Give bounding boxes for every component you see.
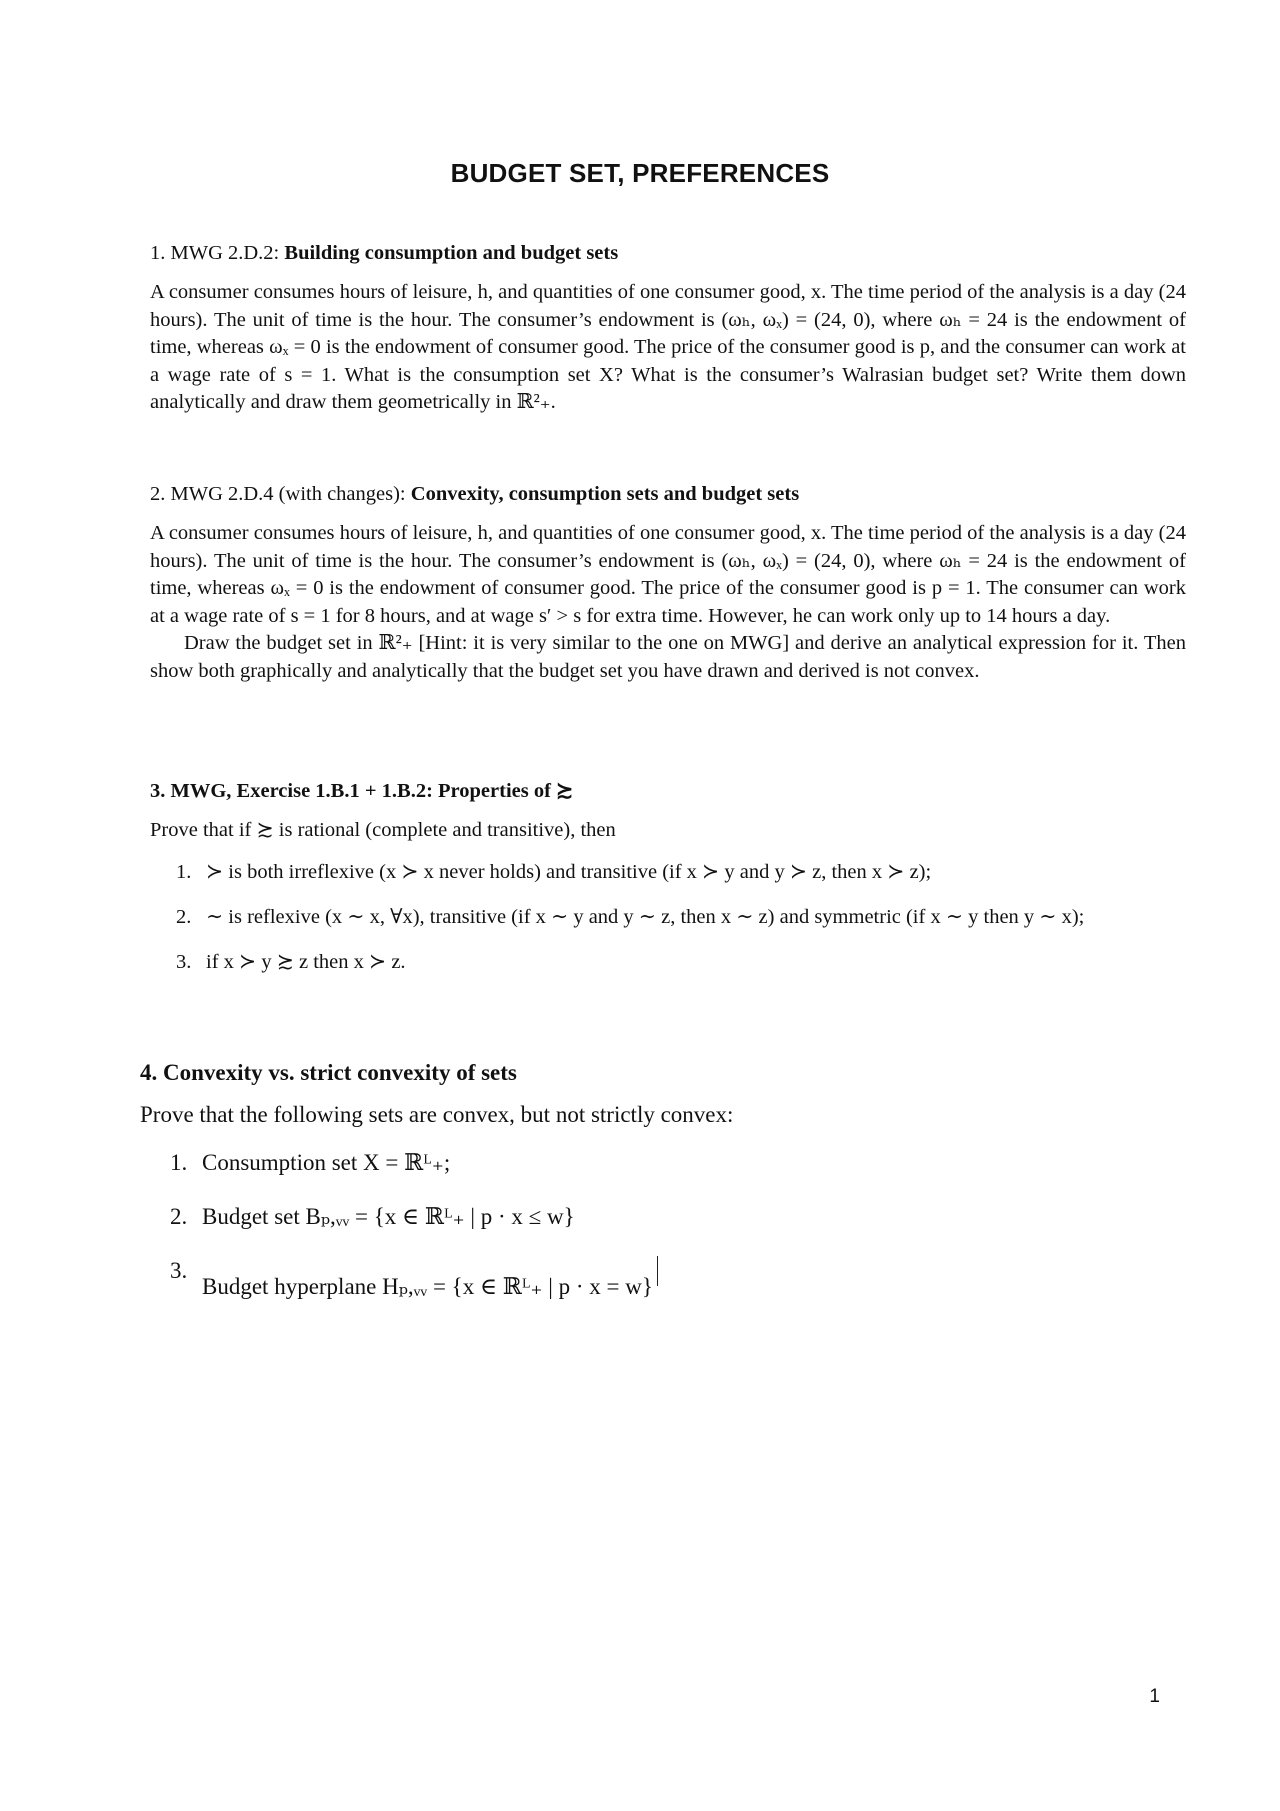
section-3-heading [150,778,1186,803]
list-item-number: 3. [176,950,192,973]
list-item [170,1148,1176,1178]
list-item-text: Budget hyperplane Hₚ,ᵥᵥ = {x ∈ ℝᴸ₊ | p · x = w} [202,1274,653,1299]
section-2-number: 2. MWG 2.D.4 (with changes): [150,483,406,505]
page-number: 1 [1149,1686,1160,1707]
section-4-heading [140,1060,1176,1086]
section-3-list [176,859,1186,976]
list-item [176,859,1186,886]
section-1-paragraph: A consumer consumes hours of leisure, h, and quantities of one consumer good, x. The time period of the analysis is a day (24 hours). The unit of time is the hour. The consumer’s endowment is (ωₕ, ωₓ) = (24, 0), where ωₕ = 24 is the endowment of time, whereas ωₓ = 0 is the endowment of consumer good. The price of the consumer good is p, and the consumer can work at a wage rate of s = 1. What is the consumption set X? What is the consumer’s Walrasian budget set? Write them down analytically and draw them geometrically in ℝ²₊. [150,281,1186,413]
list-item-text: ≻ is both irreflexive (x ≻ x never holds) and transitive (if x ≻ y and y ≻ z, then x ≻ z); [206,860,932,883]
section-2 [150,483,1186,685]
list-item-text: if x ≻ y ≿ z then x ≻ z. [206,950,406,973]
section-4-list [170,1148,1176,1302]
section-4-title: Convexity vs. strict convexity of sets [163,1060,517,1085]
section-2-heading [150,483,1186,506]
list-item-number: 3. [170,1258,188,1283]
text-cursor [657,1256,658,1286]
section-3-title: Properties of ≿ [438,780,574,802]
page-title: BUDGET SET, PREFERENCES [450,158,830,188]
list-item [176,949,1186,976]
section-2-paragraph-1: A consumer consumes hours of leisure, h, and quantities of one consumer good, x. The time period of the analysis is a day (24 hours). The unit of time is the hour. The consumer’s endowment is (ωₕ, ωₓ) = (24, 0), where ωₕ = 24 is the endowment of time, whereas ωₓ = 0 is the endowment of consumer good. The price of the consumer good is p = 1. The consumer can work at a wage rate of s = 1 for 8 hours, and at wage s′ > s for extra time. However, he can work only up to 14 hours a day. [150,522,1186,627]
list-item-number: 2. [176,905,192,928]
list-item-number: 1. [170,1150,188,1175]
list-item-text: ∼ is reflexive (x ∼ x, ∀x), transitive (if x ∼ y and y ∼ z, then x ∼ z) and symmetric (if x ∼ y then y ∼ x); [206,905,1085,928]
section-4-number: 4. [140,1060,158,1085]
section-3 [150,778,1186,994]
section-4-intro: Prove that the following sets are convex, but not strictly convex: [140,1102,734,1127]
section-1 [150,242,1186,417]
section-2-title: Convexity, consumption sets and budget sets [410,483,800,505]
list-item [176,904,1186,931]
section-3-number: 3. MWG, Exercise 1.B.1 + 1.B.2: [150,780,433,802]
list-item-number: 1. [176,860,192,883]
list-item [170,1202,1176,1232]
list-item [170,1256,1176,1302]
section-1-title: Building consumption and budget sets [284,242,619,264]
section-1-number: 1. MWG 2.D.2: [150,242,280,264]
list-item-number: 2. [170,1204,188,1229]
list-item-text: Budget set Bₚ,ᵥᵥ = {x ∈ ℝᴸ₊ | p · x ≤ w} [202,1204,575,1229]
section-2-paragraph-2: Draw the budget set in ℝ²₊ [Hint: it is very similar to the one on MWG] and derive an analytical expression for it. Then show both graphically and analytically that the budget set you have drawn and derived is not convex. [150,632,1186,682]
section-4 [140,1060,1176,1326]
section-1-heading [150,242,1186,265]
list-item-text: Consumption set X = ℝᴸ₊; [202,1150,451,1175]
section-3-intro: Prove that if ≿ is rational (complete and transitive), then [150,819,616,841]
